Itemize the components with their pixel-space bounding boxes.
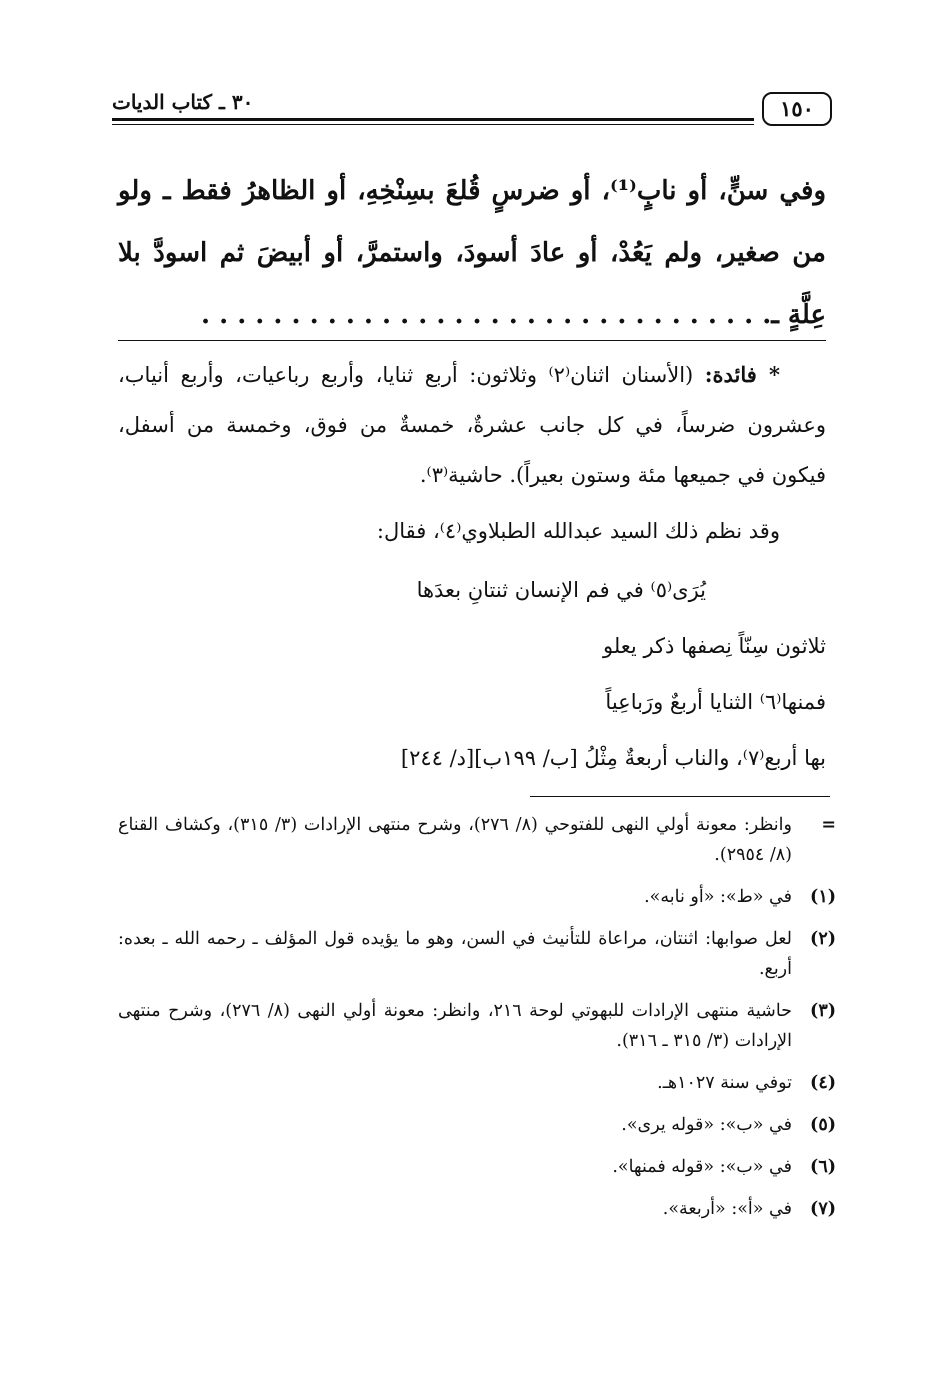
footnote-text: في «ب»: «قوله يرى». xyxy=(621,1115,792,1135)
footnote xyxy=(118,1068,836,1098)
main-text-separator xyxy=(118,340,826,341)
footnote xyxy=(118,1152,836,1182)
footnote-mark: (١) xyxy=(810,887,836,907)
benefit-paragraph xyxy=(118,350,826,500)
footnote xyxy=(118,1194,836,1224)
footnote-text: في «ب»: «قوله فمنها». xyxy=(612,1157,792,1177)
footnote-mark: (٢) xyxy=(810,929,836,949)
footnote xyxy=(118,1110,836,1140)
footnotes xyxy=(118,810,836,1236)
main-text: وفي سنٍّ، أو نابٍ⁽¹⁾، أو ضرسٍ قُلعَ بسِنْخِهِ، أو الظاهرُ فقط ـ ولو من صغير، ولم يَعُدْ، أو عادَ أسودَ، واستمرَّ، أو أبيضَ ثم اسودَّ بلا عِلَّةٍ ـ. . . . . . . . . . . . . . . . . . . . . . . . . . . . . . . . xyxy=(118,176,827,330)
benefit-text: (الأسنان اثنان⁽٢⁾ وثلاثون: أربع ثنايا، وأربع رباعيات، وأربع أنياب، وعشرون ضرساً، في كل جانب عشرةٌ، خمسةٌ من فوق، وخمسة من أسفل، فيكون في جميعها مئة وستون بعيراً). حاشية⁽٣⁾. xyxy=(118,363,826,487)
verse-line: بها أربع⁽٧⁾، والناب أربعةٌ مِثْلُ [ب/ ١٩٩ب][د/ ٢٤٤] xyxy=(400,746,826,770)
footnote-text: لعل صوابها: اثنتان، مراعاة للتأنيث في السن، وهو ما يؤيده قول المؤلف ـ رحمه الله ـ بعده: أربع. xyxy=(118,929,792,979)
footnote-mark: (٤) xyxy=(810,1073,836,1093)
footnote-text: في «أ»: «أربعة». xyxy=(662,1199,792,1219)
footnote-mark: (٥) xyxy=(810,1115,836,1135)
verse-line: فمنها⁽٦⁾ الثنايا أربعٌ ورَباعِياً xyxy=(605,690,826,714)
poem xyxy=(118,562,826,786)
footnote-mark: (٧) xyxy=(810,1199,836,1219)
footnote-text: وانظر: معونة أولي النهى للفتوحي (٨/ ٢٧٦)، وشرح منتهى الإرادات (٣/ ٣١٥)، وكشاف القناع (٨/ ٢٩٥٤). xyxy=(118,815,792,865)
page-header xyxy=(112,86,826,134)
benefit-lead: * فائدة: xyxy=(704,362,780,387)
poem-intro: وقد نظم ذلك السيد عبدالله الطبلاوي⁽٤⁾، فقال: xyxy=(376,519,780,543)
footnote xyxy=(118,996,836,1056)
commentary xyxy=(118,348,826,786)
footnote-text: حاشية منتهى الإرادات للبهوتي لوحة ٢١٦، وانظر: معونة أولي النهى (٨/ ٢٧٦)، وشرح منتهى الإرادات (٣/ ٣١٥ ـ ٣١٦). xyxy=(118,1001,792,1051)
footnote-mark: (٦) xyxy=(810,1157,836,1177)
footnote-text: توفي سنة ١٠٢٧هـ. xyxy=(657,1073,792,1093)
verse-line: يُرَى⁽٥⁾ في فم الإنسان ثنتانِ بعدَها xyxy=(416,578,706,602)
header-rule-thin xyxy=(112,124,754,125)
chapter-title: ٣٠ ـ كتاب الديات xyxy=(112,90,254,114)
footnote-mark: = xyxy=(821,815,836,835)
footnote xyxy=(118,882,836,912)
header-rule xyxy=(112,118,754,121)
footnote-text: في «ط»: «أو نابه». xyxy=(644,887,792,907)
footnote-separator xyxy=(530,796,830,797)
footnote xyxy=(118,810,836,870)
footnote-mark: (٣) xyxy=(810,1001,836,1021)
verse-line: ثلاثون سِنّاً نِصفها ذكر يعلو xyxy=(603,634,826,658)
page-number: ١٥٠ xyxy=(762,92,832,126)
footnote xyxy=(118,924,836,984)
